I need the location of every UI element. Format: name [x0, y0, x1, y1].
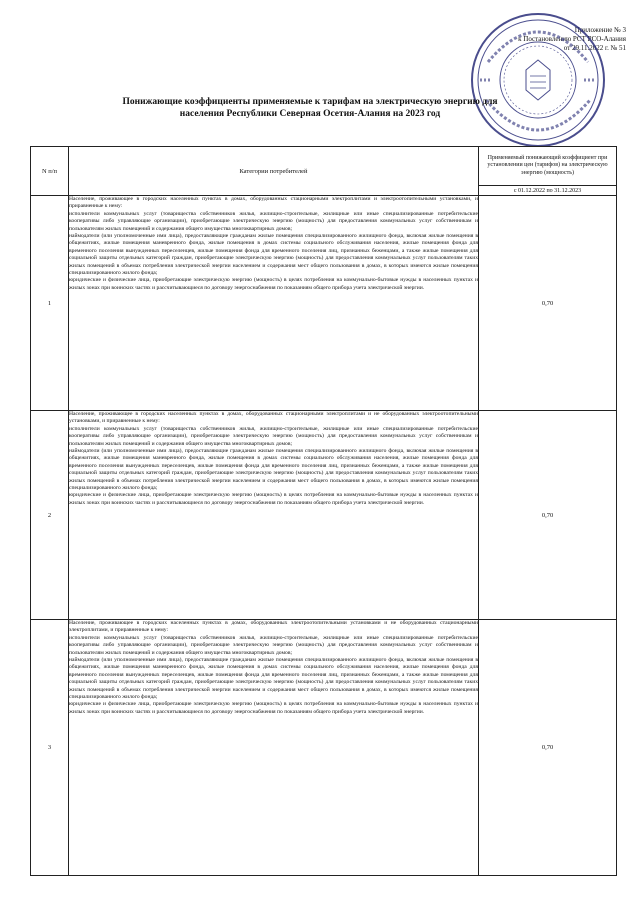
category-intro: Население, проживающее в городских населенных пунктах в домах, оборудованных стационарными электроплитами и электроотопительными установками, и приравненные к нему:: [69, 196, 478, 210]
official-seal-stamp: [468, 10, 608, 150]
category-paragraph: исполнители коммунальных услуг (товарищества собственников жилья, жилищно-строительные, жилищные или иные специализированные потребительские кооперативы либо управляющие организации), приобретающие электрическую энергию (мощность) для предоставления коммунальных услуг собственникам и пользователям жилых помещений и содержания общего имущества многоквартирных домов;: [69, 634, 478, 656]
row-category-description: [69, 620, 479, 876]
appendix-decree: к Постановлению РСТ РСО-Алания: [518, 35, 626, 43]
table-row: [31, 411, 617, 620]
row-category-description: [69, 196, 479, 411]
appendix-date: от 29.11.2022 г. № 51: [563, 44, 626, 52]
category-paragraph: исполнители коммунальных услуг (товарищества собственников жилья, жилищно-строительные, жилищные или иные специализированные потребительские кооперативы либо управляющие организации), приобретающие электрическую энергию (мощность) для предоставления коммунальных услуг собственникам и пользователям жилых помещений и содержания общего имущества многоквартирных домов;: [69, 425, 478, 447]
row-coefficient-value: 0,70: [479, 411, 617, 620]
category-paragraph: юридические и физические лица, приобретающие электрическую энергию (мощность) в целях потребления на коммунально-бытовые нужды в населенных пунктах и жилых зонах при воинских частях и рассчитывающиеся по договору энергоснабжения по показаниям общего прибора учета электрической энергии.: [69, 701, 478, 715]
appendix-number: Приложение № 3: [574, 26, 626, 34]
category-paragraph: наймодатели (или уполномоченные ими лица), предоставляющие гражданам жилые помещения специализированного жилищного фонда, включая жилые помещения в общежитиях, жилые помещения маневренного фонда, жилые помещения в домах системы социального обслуживания населения, жилые помещения фонда для временного поселения вынужденных переселенцев, жилые помещения фонда для временного поселения лиц, признанных беженцами, а также жилые помещения для социальной защиты отдельных категорий граждан, приобретающие электрическую энергию (мощность) для предоставления коммунальных услуг пользователям таких жилых помещений в объемах потребления электрической энергии населением и содержания мест общего пользования в домах, в которых имеются жилые помещения специализированного жилого фонда;: [69, 448, 478, 492]
row-number: 3: [31, 620, 69, 876]
table-row: [31, 620, 617, 876]
category-paragraph: юридические и физические лица, приобретающие электрическую энергию (мощность) в целях потребления на коммунально-бытовые нужды в населенных пунктах и жилых зонах при воинских частях и рассчитывающиеся по договору энергоснабжения по показаниям общего прибора учета электрической энергии.: [69, 492, 478, 506]
row-category-description: [69, 411, 479, 620]
category-intro: Население, проживающее в городских населенных пунктах в домах, оборудованных электроотопительными установками и не оборудованных стационарными электроплитами, и приравненные к нему:: [69, 620, 478, 634]
header-period: с 01.12.2022 по 31.12.2023: [479, 186, 617, 196]
header-number: N п/п: [31, 147, 69, 196]
category-paragraph: наймодатели (или уполномоченные ими лица), предоставляющие гражданам жилые помещения специализированного жилищного фонда, включая жилые помещения в общежитиях, жилые помещения маневренного фонда, жилые помещения в домах системы социального обслуживания населения, жилые помещения фонда для временного поселения вынужденных переселенцев, жилые помещения фонда для временного поселения лиц, признанных беженцами, а также жилые помещения для социальной защиты отдельных категорий граждан, приобретающие электрическую энергию (мощность) для предоставления коммунальных услуг пользователям таких жилых помещений в объемах потребления электрической энергии населением и содержания мест общего пользования в домах, в которых имеются жилые помещения специализированного жилого фонда;: [69, 657, 478, 701]
category-intro: Население, проживающее в городских населенных пунктах в домах, оборудованных стационарными электроплитами и не оборудованных электроотопительными установками, и приравненные к нему:: [69, 411, 478, 425]
row-number: 1: [31, 196, 69, 411]
title-line-2: населения Республики Северная Осетия-Алания на 2023 год: [179, 109, 441, 119]
table-row: [31, 196, 617, 411]
row-number: 2: [31, 411, 69, 620]
header-category: Категории потребителей: [69, 147, 479, 196]
category-paragraph: наймодатели (или уполномоченные ими лица), предоставляющие гражданам жилые помещения специализированного жилищного фонда, включая жилые помещения в общежитиях, жилые помещения маневренного фонда, жилые помещения в домах системы социального обслуживания населения, жилые помещения фонда для временного поселения вынужденных переселенцев, жилые помещения фонда для временного поселения лиц, признанных беженцами, а также жилые помещения для социальной защиты отдельных категорий граждан, приобретающие электрическую энергию (мощность) для предоставления коммунальных услуг пользователям таких жилых помещений в объемах потребления электрической энергии населением и содержания мест общего пользования в домах, в которых имеются жилые помещения специализированного жилого фонда;: [69, 233, 478, 277]
category-paragraph: юридические и физические лица, приобретающие электрическую энергию (мощность) в целях потребления на коммунально-бытовые нужды в населенных пунктах и жилых зонах при воинских частях и рассчитывающиеся по договору энергоснабжения по показаниям общего прибора учета электрической энергии.: [69, 277, 478, 291]
category-paragraph: исполнители коммунальных услуг (товарищества собственников жилья, жилищно-строительные, жилищные или иные специализированные потребительские кооперативы либо управляющие организации), приобретающие электрическую энергию (мощность) для предоставления коммунальных услуг собственникам и пользователям жилых помещений и содержания общего имущества многоквартирных домов;: [69, 210, 478, 232]
header-coefficient: Применяемый понижающий коэффициент при установлении цен (тарифов) на электрическую энергию (мощность): [479, 147, 617, 186]
title-line-1: Понижающие коэффициенты применяемые к тарифам на электрическую энергию для: [122, 97, 498, 107]
document-title: [95, 96, 525, 120]
coefficients-table: [30, 146, 617, 876]
row-coefficient-value: 0,70: [479, 196, 617, 411]
row-coefficient-value: 0,70: [479, 620, 617, 876]
table-header-row: [31, 147, 617, 186]
